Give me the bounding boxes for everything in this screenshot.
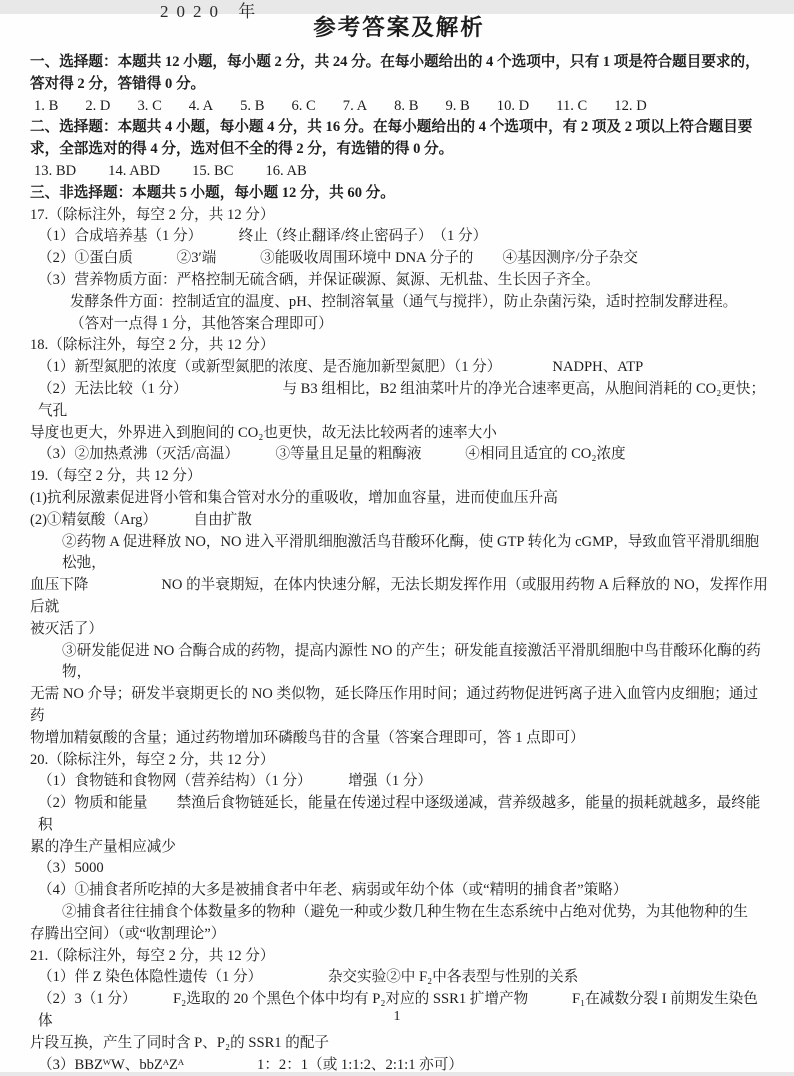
q19-answer-line: ②药物 A 促进释放 NO，NO 进入平滑肌细胞激活鸟苷酸环化酶，使 GTP 转化为 cGMP，导致血管平滑肌细胞松弛， xyxy=(62,533,760,572)
mc-answer: 13. BD xyxy=(34,162,77,179)
q21-answer-line: （2）3（1 分） F₂选取的 20 个黑色个体中均有 P₂对应的 SSR1 扩增产物 F₁在减数分裂 I 前期发生染色体 xyxy=(38,991,758,1030)
q20-answer-line: （1）食物链和食物网（营养结构）（1 分） 增强（1 分） xyxy=(38,773,433,790)
q20-answer-line: 累的净生产量相应减少 xyxy=(30,838,176,855)
mc-answer: 8. B xyxy=(394,97,419,114)
mc-answer: 14. ABD xyxy=(108,162,161,179)
page-title: 参考答案及解析 xyxy=(313,15,485,40)
mc-answer: 12. D xyxy=(614,97,647,114)
q17-answer-line: 发酵条件方面：控制适宜的温度、pH、控制溶氧量（通气与搅拌），防止杂菌污染，适时控制发酵进程。 xyxy=(70,293,738,310)
q18-answer-line: （2）无法比较（1 分） 与 B3 组相比，B2 组油菜叶片的净光合速率更高，从胞间消耗的 CO₂更快；气孔 xyxy=(38,380,766,419)
q17-answer-line: （3）营养物质方面：严格控制无硫含硒，并保证碳源、氮源、无机盐、生长因子齐全。 xyxy=(38,271,600,288)
q19-answer-line: 被灭活了） xyxy=(30,620,103,637)
q20-answer-line: 存腾出空间）（或“收割理论”） xyxy=(30,925,226,942)
q18-answer-line: （1）新型氮肥的浓度（或新型氮肥的浓度、是否施加新型氮肥）（1 分） NADPH、ATP xyxy=(38,359,644,376)
q21-answer-line: 片段互换，产生了同时含 P、P₂的 SSR1 的配子 xyxy=(30,1034,330,1051)
q21-answer-line: （3）BBZᵂW、bbZᴬZᴬ 1：2：1（或 1:1:2、2:1:1 亦可） xyxy=(38,1056,463,1073)
q19-answer-line: 物增加精氨酸的含量；通过药物增加环磷酸鸟苷的含量（答案合理即可，答 1 点即可） xyxy=(30,729,585,746)
q20-answer-line: （3）5000 xyxy=(38,860,104,877)
q17-header: 17.（除标注外，每空 2 分，共 12 分） xyxy=(30,206,275,223)
mc-answer: 16. AB xyxy=(265,162,307,179)
q19-header: 19.（每空 2 分，共 12 分） xyxy=(30,468,202,485)
mc-answer: 10. D xyxy=(496,97,530,114)
mc-answer: 11. C xyxy=(556,97,588,114)
mc-answer: 3. C xyxy=(137,97,162,114)
section2-answers-row xyxy=(30,161,768,183)
mc-answer: 4. A xyxy=(188,97,214,114)
section2-heading-line2: 求，全部选对的得 4 分，选对但不全的得 2 分，有选错的得 0 分。 xyxy=(30,141,454,158)
page-number: 1 xyxy=(393,1009,401,1025)
q20-header: 20.（除标注外，每空 2 分，共 12 分） xyxy=(30,751,275,768)
q19-answer-line: (1)抗利尿激素促进肾小管和集合管对水分的重吸收，增加血容量，进而使血压升高 xyxy=(30,489,558,506)
q17-answer-line: （1）合成培养基（1 分） 终止（终止翻译/终止密码子） （1 分） xyxy=(38,228,488,245)
q19-answer-line: 无需 NO 介导；研发半衰期更长的 NO 类似物，延长降压作用时间；通过药物促进钙离子进入血管内皮细胞；通过药 xyxy=(30,686,759,724)
mc-answer: 1. B xyxy=(34,97,59,114)
mc-answer: 2. D xyxy=(85,97,111,114)
clipped-header-text xyxy=(160,2,264,23)
answer-sheet-page xyxy=(0,2,794,1073)
section3-heading: 三、非选择题：本题共 5 小题，每小题 12 分，共 60 分。 xyxy=(30,184,395,201)
q19-answer-line: (2)①精氨酸（Arg） 自由扩散 xyxy=(30,511,252,528)
section1-heading-line2: 答对得 2 分，答错得 0 分。 xyxy=(30,75,206,92)
q18-header: 18.（除标注外，每空 2 分，共 12 分） xyxy=(30,337,275,354)
q20-answer-line: （4）①捕食者所吃掉的大多是被捕食者中年老、病弱或年幼个体（或“精明的捕食者”策略） xyxy=(38,882,628,899)
q17-answer-line: （2）①蛋白质 ②3′端 ③能吸收周围环境中 DNA 分子的 ④基因测序/分子杂交 xyxy=(38,250,638,267)
q18-answer-line: 导度也更大，外界进入到胞间的 CO₂也更快，故无法比较两者的速率大小 xyxy=(30,424,497,441)
q21-header: 21.（除标注外，每空 2 分，共 12 分） xyxy=(30,947,275,964)
section1-heading-line1: 一、选择题：本题共 12 小题，每小题 2 分，共 24 分。在每小题给出的 4 个选项中，只有 1 项是符合题目要求的， xyxy=(30,54,760,70)
mc-answer: 5. B xyxy=(240,97,265,114)
section1-answers-row xyxy=(30,96,768,118)
section2-heading-line1: 二、选择题：本题共 4 小题，每小题 4 分，共 16 分。在每小题给出的 4 个选项中，有 2 项及 2 项以上符合题目要 xyxy=(30,119,753,136)
clipped-header-label: 2020 年 xyxy=(160,2,264,21)
q19-answer-line: ③研发能促进 NO 合酶合成的药物，提高内源性 NO 的产生；研发能直接激活平滑肌细胞中鸟苷酸环化酶的药物， xyxy=(62,642,761,681)
q18-answer-line: （3）②加热煮沸（灭活/高温） ③等量且足量的粗酶液 ④相同且适宜的 CO₂浓度 xyxy=(38,446,626,463)
mc-answer: 7. A xyxy=(342,97,368,114)
q20-answer-line: （2）物质和能量 禁渔后食物链延长，能量在传递过程中逐级递减，营养级越多，能量的损耗就越多，最终能积 xyxy=(38,795,761,833)
q19-answer-line: 血压下降 NO 的半衰期短，在体内快速分解，无法长期发挥作用（或服用药物 A 后释放的 NO，发挥作用后就 xyxy=(30,577,768,615)
q17-answer-line: （答对一点得 1 分，其他答案合理即可） xyxy=(70,315,333,332)
q21-answer-line: （1）伴 Z 染色体隐性遗传（1 分） 杂交实验②中 F₂中各表型与性别的关系 xyxy=(38,969,579,986)
q20-answer-line: ②捕食者往往捕食个体数量多的物种（避免一种或少数几种生物在生态系统中占绝对优势，为其他物种的生 xyxy=(62,904,748,921)
mc-answer: 15. BC xyxy=(192,162,234,179)
mc-answer: 9. B xyxy=(445,97,470,114)
mc-answer: 6. C xyxy=(291,97,316,114)
